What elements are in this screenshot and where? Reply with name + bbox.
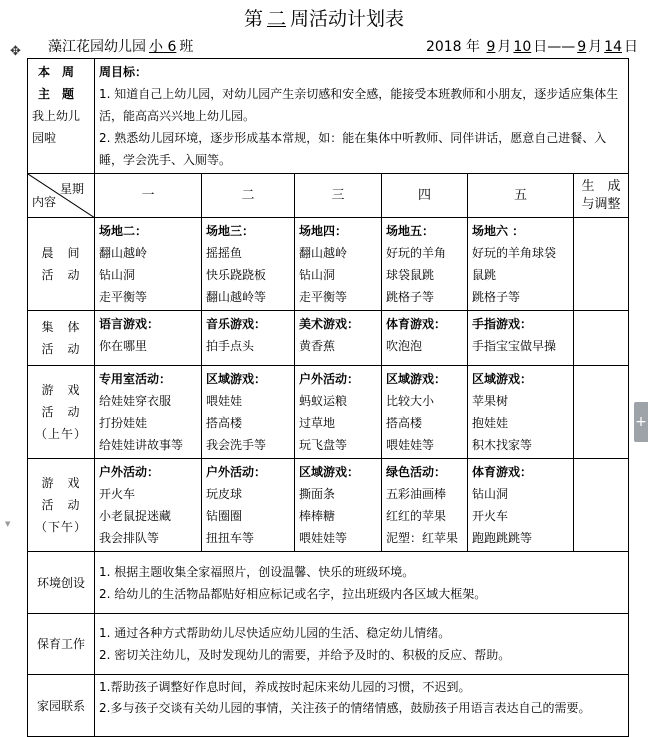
adjust-cell bbox=[574, 459, 629, 552]
activity-cell bbox=[295, 366, 382, 459]
care-item: 2. 密切关注幼儿，及时发现幼儿的需要，并给予及时的、积极的反应、帮助。 bbox=[99, 648, 511, 662]
activity-item: 鼠跳 bbox=[472, 268, 497, 282]
activity-item: 玩飞盘等 bbox=[299, 438, 348, 452]
activity-title: 绿色活动： bbox=[386, 465, 447, 479]
activity-cell bbox=[202, 366, 295, 459]
activity-title: 户外活动： bbox=[99, 465, 160, 479]
activity-cell bbox=[468, 218, 574, 311]
activity-cell bbox=[95, 459, 202, 552]
env-label: 环境创设 bbox=[28, 552, 95, 614]
activity-item: 翻山越岭 bbox=[299, 246, 348, 260]
care-row bbox=[28, 614, 629, 675]
activity-item: 比较大小 bbox=[386, 394, 435, 408]
header-content-label: 内容 bbox=[32, 195, 57, 209]
activity-item: 跳格子等 bbox=[386, 290, 435, 304]
activity-item: 喂娃娃等 bbox=[299, 531, 348, 545]
subheader bbox=[48, 36, 638, 56]
scroll-marker-icon: ▼ bbox=[5, 520, 11, 528]
school-class bbox=[48, 36, 193, 56]
title-suffix: 周活动计划表 bbox=[290, 8, 405, 30]
activity-item: 跳格子等 bbox=[472, 290, 521, 304]
activity-item: 黄香蕉 bbox=[299, 339, 336, 353]
page-title bbox=[0, 4, 648, 31]
activity-item: 走平衡等 bbox=[99, 290, 148, 304]
month-suffix: 月 bbox=[588, 39, 603, 55]
adjust-cell bbox=[574, 366, 629, 459]
activity-cell bbox=[95, 366, 202, 459]
activity-title: 手指游戏： bbox=[472, 317, 533, 331]
activity-cell bbox=[382, 366, 468, 459]
activity-item: 开火车 bbox=[99, 487, 136, 501]
env-item: 1. 根据主题收集全家福照片，创设温馨、快乐的班级环境。 bbox=[99, 564, 415, 579]
date-range bbox=[426, 36, 638, 56]
activity-item: 我会排队等 bbox=[99, 531, 160, 545]
row-label-line: 活 动 bbox=[41, 342, 81, 356]
year: 2018 年 bbox=[425, 39, 481, 55]
activity-title: 区域游戏： bbox=[472, 372, 533, 386]
activity-cell bbox=[295, 311, 382, 366]
theme-row bbox=[28, 59, 629, 174]
activity-title: 户外活动： bbox=[299, 372, 360, 386]
activity-title: 专用室活动： bbox=[99, 372, 172, 386]
activity-title: 场地五： bbox=[386, 224, 435, 238]
care-label: 保育工作 bbox=[28, 614, 95, 675]
row-label bbox=[28, 366, 95, 459]
activity-item: 吹泡泡 bbox=[386, 339, 423, 353]
activity-title: 体育游戏： bbox=[472, 465, 533, 479]
activity-item: 小老鼠捉迷藏 bbox=[99, 509, 172, 523]
row-label bbox=[28, 459, 95, 552]
activity-item: 搭高楼 bbox=[386, 416, 423, 430]
activity-item: 打扮娃娃 bbox=[99, 416, 148, 430]
activity-cell bbox=[382, 311, 468, 366]
activity-title: 场地四： bbox=[299, 224, 348, 238]
activity-item: 红红的苹果 bbox=[386, 509, 447, 523]
activity-item: 我会洗手等 bbox=[206, 438, 267, 452]
activity-title: 场地三： bbox=[206, 224, 255, 238]
activity-item: 喂娃娃等 bbox=[386, 438, 435, 452]
activity-title: 场地二： bbox=[99, 224, 148, 238]
activity-row bbox=[28, 366, 629, 459]
home-cell bbox=[95, 675, 629, 737]
activity-item: 拍手点头 bbox=[206, 339, 255, 353]
week-number: 二 bbox=[266, 8, 286, 30]
row-label-line: 活 动 bbox=[41, 405, 81, 419]
activity-item: 走平衡等 bbox=[299, 290, 348, 304]
home-item: 2.多与孩子交谈有关幼儿园的事情，关注孩子的情绪情感，鼓励孩子用语言表达自己的需要。 bbox=[99, 701, 591, 715]
activity-cell bbox=[382, 459, 468, 552]
activity-item: 开火车 bbox=[472, 509, 509, 523]
end-day: 14 bbox=[604, 39, 622, 55]
activity-title: 区域游戏： bbox=[299, 465, 360, 479]
activity-title: 体育游戏： bbox=[386, 317, 447, 331]
start-month: 9 bbox=[486, 39, 496, 55]
activity-item: 快乐跷跷板 bbox=[206, 268, 267, 282]
activity-title: 美术游戏： bbox=[299, 317, 360, 331]
activity-cell bbox=[95, 218, 202, 311]
class-name: 小 6 bbox=[149, 39, 177, 55]
home-row bbox=[28, 675, 629, 737]
home-label: 家园联系 bbox=[28, 675, 95, 737]
activity-item: 钻圈圈 bbox=[206, 509, 243, 523]
activity-item: 棒棒糖 bbox=[299, 509, 336, 523]
care-cell bbox=[95, 614, 629, 675]
activity-item: 撕面条 bbox=[299, 487, 336, 501]
theme-cell bbox=[28, 59, 95, 174]
row-label-line: 游 戏 bbox=[41, 383, 81, 397]
activity-cell bbox=[95, 311, 202, 366]
activity-item: 球袋鼠跳 bbox=[386, 268, 435, 282]
row-label-line: 集 体 bbox=[41, 320, 81, 334]
activity-item: 过草地 bbox=[299, 416, 336, 430]
activity-cell bbox=[202, 311, 295, 366]
diagonal-header bbox=[28, 174, 95, 218]
expand-icon[interactable]: + bbox=[634, 402, 648, 442]
activity-cell bbox=[382, 218, 468, 311]
env-cell bbox=[95, 552, 629, 614]
row-label-line: 活 动 bbox=[41, 268, 81, 282]
plan-table bbox=[27, 58, 629, 737]
row-label-line: 游 戏 bbox=[41, 476, 81, 490]
activity-item: 给娃娃穿衣服 bbox=[99, 394, 172, 408]
activity-item: 钻山洞 bbox=[99, 268, 136, 282]
activity-row bbox=[28, 311, 629, 366]
day-suffix: 日 bbox=[624, 39, 638, 55]
date-separator: 日—— bbox=[533, 39, 576, 55]
activity-title: 区域游戏： bbox=[206, 372, 267, 386]
start-day: 10 bbox=[513, 39, 532, 55]
class-suffix: 班 bbox=[179, 39, 194, 55]
activity-item: 苹果树 bbox=[472, 394, 509, 408]
care-item: 1. 通过各种方式帮助幼儿尽快适应幼儿园的生活、稳定幼儿情绪。 bbox=[99, 626, 451, 640]
row-label bbox=[28, 218, 95, 311]
end-month: 9 bbox=[577, 39, 587, 55]
row-label-line: （上午） bbox=[34, 427, 87, 441]
activity-title: 区域游戏： bbox=[386, 372, 447, 386]
adjust-cell bbox=[574, 311, 629, 366]
goal-item: 2. 熟悉幼儿园环境，逐步形成基本常规，如：能在集体中听教师、同伴讲话，愿意自己进餐、入睡，学会洗手、入厕等。 bbox=[99, 131, 607, 167]
move-handle-icon[interactable]: ✥ bbox=[10, 44, 21, 59]
activity-item: 钻山洞 bbox=[299, 268, 336, 282]
theme-name: 我上幼儿园啦 bbox=[32, 109, 81, 145]
activity-row bbox=[28, 459, 629, 552]
activity-item: 搭高楼 bbox=[206, 416, 243, 430]
activity-item: 跑跑跳跳等 bbox=[472, 531, 533, 545]
theme-label: 本 周 bbox=[38, 65, 75, 79]
activity-item: 好玩的羊角 bbox=[386, 246, 447, 260]
activity-item: 玩皮球 bbox=[206, 487, 243, 501]
adjust-cell bbox=[574, 218, 629, 311]
env-row bbox=[28, 552, 629, 614]
activity-item: 翻山越岭 bbox=[99, 246, 148, 260]
activity-cell bbox=[202, 459, 295, 552]
activity-item: 钻山洞 bbox=[472, 487, 509, 501]
header-row bbox=[28, 174, 629, 218]
day-header: 三 bbox=[295, 174, 382, 218]
activity-cell bbox=[468, 311, 574, 366]
day-header: 二 bbox=[202, 174, 295, 218]
activity-item: 抱娃娃 bbox=[472, 416, 509, 430]
activity-cell bbox=[468, 366, 574, 459]
home-item: 1.帮助孩子调整好作息时间，养成按时起床来幼儿园的习惯，不迟到。 bbox=[99, 680, 471, 694]
row-label bbox=[28, 311, 95, 366]
activity-item: 扭扭车等 bbox=[206, 531, 255, 545]
title-prefix: 第 bbox=[243, 8, 263, 30]
goals-cell bbox=[95, 59, 629, 174]
row-label-line: 活 动 bbox=[41, 498, 81, 512]
activity-item: 五彩油画棒 bbox=[386, 487, 447, 501]
day-header: 四 bbox=[382, 174, 468, 218]
activity-item: 蚂蚁运粮 bbox=[299, 394, 348, 408]
activity-title: 语言游戏： bbox=[99, 317, 160, 331]
row-label-line: 晨 间 bbox=[41, 246, 81, 260]
activity-item: 积木找家等 bbox=[472, 438, 533, 452]
goals-heading: 周目标： bbox=[99, 65, 148, 79]
adjust-header: 生 成 与调整 bbox=[574, 174, 629, 218]
activity-title: 音乐游戏： bbox=[206, 317, 267, 331]
school-name: 藻江花园幼儿园 bbox=[48, 39, 146, 55]
activity-item: 手指宝宝做早操 bbox=[472, 339, 557, 353]
theme-label-2: 主 题 bbox=[38, 87, 75, 101]
day-header: 五 bbox=[468, 174, 574, 218]
day-header: 一 bbox=[95, 174, 202, 218]
month-suffix: 月 bbox=[497, 39, 512, 55]
activity-cell bbox=[468, 459, 574, 552]
activity-title: 户外活动： bbox=[206, 465, 267, 479]
activity-row bbox=[28, 218, 629, 311]
goal-item: 1. 知道自己上幼儿园，对幼儿园产生亲切感和安全感，能接受本班教师和小朋友，逐步适应集体生活，能高高兴兴地上幼儿园。 bbox=[99, 87, 619, 123]
activity-item: 泥塑：红苹果 bbox=[386, 531, 459, 545]
row-label-line: （下午） bbox=[34, 520, 87, 534]
header-weekday-label: 星期 bbox=[59, 182, 84, 196]
activity-cell bbox=[202, 218, 295, 311]
activity-item: 喂娃娃 bbox=[206, 394, 243, 408]
activity-item: 翻山越岭等 bbox=[206, 290, 267, 304]
activity-item: 好玩的羊角球袋 bbox=[472, 246, 557, 260]
env-item: 2. 给幼儿的生活物品都贴好相应标记或名字，拉出班级内各区域大框架。 bbox=[99, 586, 487, 601]
activity-item: 摇摇鱼 bbox=[206, 246, 243, 260]
activity-item: 你在哪里 bbox=[99, 339, 148, 353]
activity-item: 给娃娃讲故事等 bbox=[99, 438, 184, 452]
activity-cell bbox=[295, 459, 382, 552]
activity-cell bbox=[295, 218, 382, 311]
activity-title: 场地六 ： bbox=[472, 224, 525, 238]
